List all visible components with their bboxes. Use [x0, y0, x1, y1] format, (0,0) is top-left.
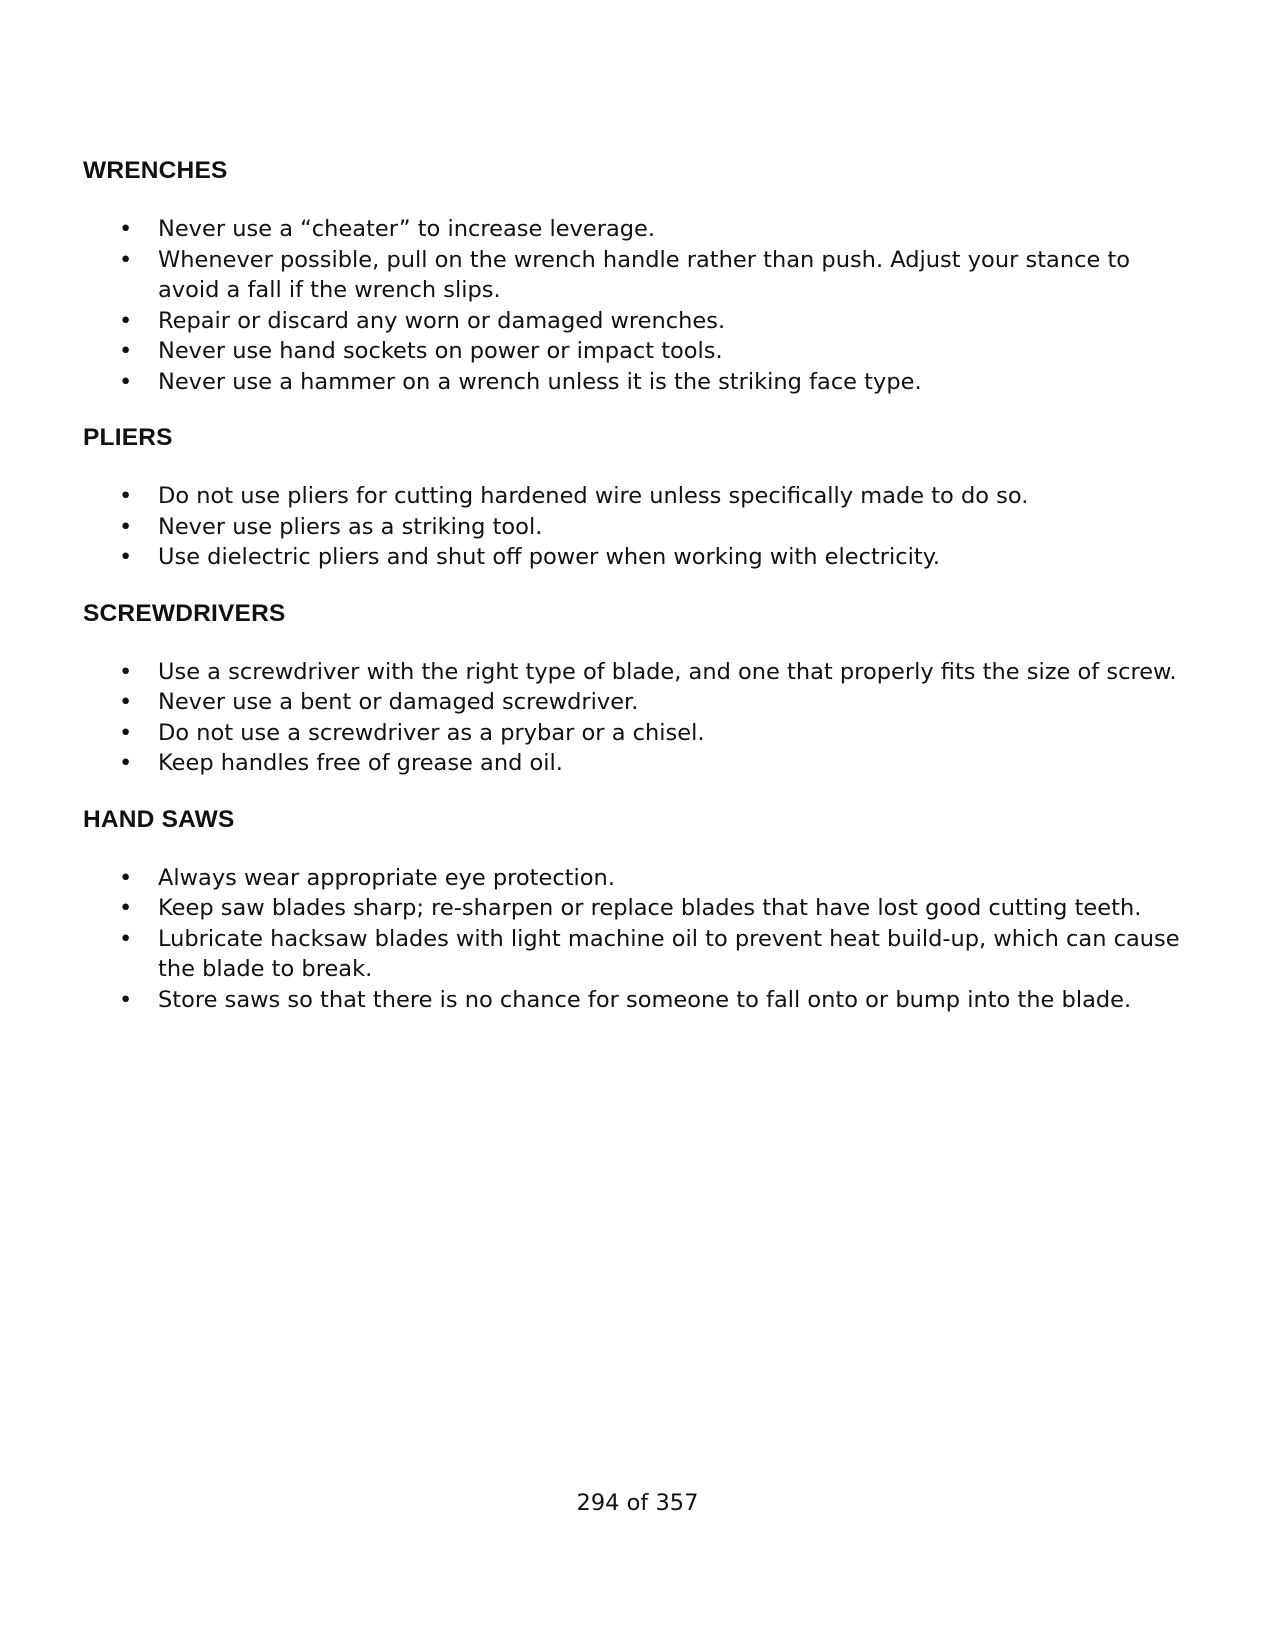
list-item-text: Never use pliers as a striking tool.	[158, 513, 543, 540]
list-item-text: Whenever possible, pull on the wrench handle rather than push. Adjust your stance to avoid a fall if the wrench slips.	[158, 246, 1131, 303]
bullet-icon: •	[119, 864, 133, 891]
list-item	[83, 481, 1193, 512]
list-item-text: Do not use a screwdriver as a prybar or a chisel.	[158, 719, 705, 746]
list-item	[83, 893, 1193, 924]
list-item-text: Keep handles free of grease and oil.	[158, 750, 563, 776]
list-item-text: Never use a “cheater” to increase leverage.	[158, 216, 656, 242]
list-item	[83, 985, 1193, 1016]
list-item-text: Use a screwdriver with the right type of blade, and one that properly fits the size of screw.	[158, 658, 1177, 685]
list-item	[83, 748, 1193, 779]
list-item	[83, 542, 1193, 573]
bullet-list	[83, 481, 1193, 573]
list-item	[83, 657, 1193, 688]
list-item	[83, 687, 1193, 718]
bullet-icon: •	[119, 216, 133, 242]
section-hand-saws	[83, 805, 1193, 1016]
bullet-icon: •	[119, 338, 133, 364]
bullet-icon: •	[119, 368, 133, 395]
list-item-text: Do not use pliers for cutting hardened wire unless specifically made to do so.	[158, 483, 1029, 509]
list-item-text: Keep saw blades sharp; re-sharpen or replace blades that have lost good cutting teeth.	[158, 895, 1142, 921]
list-item-text: Use dielectric pliers and shut off power when working with electricity.	[158, 544, 940, 570]
list-item	[83, 214, 1193, 245]
list-item	[83, 512, 1193, 543]
bullet-icon: •	[119, 689, 133, 715]
bullet-icon: •	[119, 986, 133, 1013]
list-item-text: Never use hand sockets on power or impact tools.	[158, 338, 723, 364]
list-item-text: Never use a hammer on a wrench unless it is the striking face type.	[158, 368, 922, 395]
list-item	[83, 367, 1193, 398]
list-item	[83, 336, 1193, 367]
section-heading: HAND SAWS	[83, 805, 235, 833]
bullet-icon: •	[119, 483, 133, 509]
bullet-icon: •	[119, 895, 133, 921]
list-item-text: Always wear appropriate eye protection.	[158, 864, 615, 891]
bullet-icon: •	[119, 307, 133, 334]
bullet-icon: •	[119, 925, 133, 952]
section-screwdrivers	[83, 599, 1193, 779]
bullet-icon: •	[119, 246, 133, 273]
list-item-text: Lubricate hacksaw blades with light machine oil to prevent heat build-up, which can cause the blade to break.	[158, 925, 1180, 982]
section-heading: WRENCHES	[83, 157, 228, 184]
page-number: 294 of 357	[576, 1490, 699, 1516]
bullet-icon: •	[119, 658, 133, 685]
bullet-icon: •	[119, 544, 133, 570]
bullet-list	[83, 214, 1193, 397]
section-wrenches	[83, 156, 1193, 397]
bullet-icon: •	[119, 750, 133, 776]
bullet-list	[83, 863, 1193, 1016]
list-item-text: Never use a bent or damaged screwdriver.	[158, 689, 639, 715]
list-item-text: Store saws so that there is no chance for someone to fall onto or bump into the blade.	[158, 986, 1132, 1013]
list-item	[83, 863, 1193, 894]
list-item	[83, 306, 1193, 337]
bullet-list	[83, 657, 1193, 779]
list-item	[83, 718, 1193, 749]
list-item	[83, 245, 1193, 306]
bullet-icon: •	[119, 513, 133, 540]
section-pliers	[83, 423, 1193, 573]
document-body	[83, 156, 1193, 1041]
list-item-text: Repair or discard any worn or damaged wrenches.	[158, 307, 726, 334]
section-heading: SCREWDRIVERS	[83, 599, 286, 627]
list-item	[83, 924, 1193, 985]
bullet-icon: •	[119, 719, 133, 746]
section-heading: PLIERS	[83, 424, 173, 451]
